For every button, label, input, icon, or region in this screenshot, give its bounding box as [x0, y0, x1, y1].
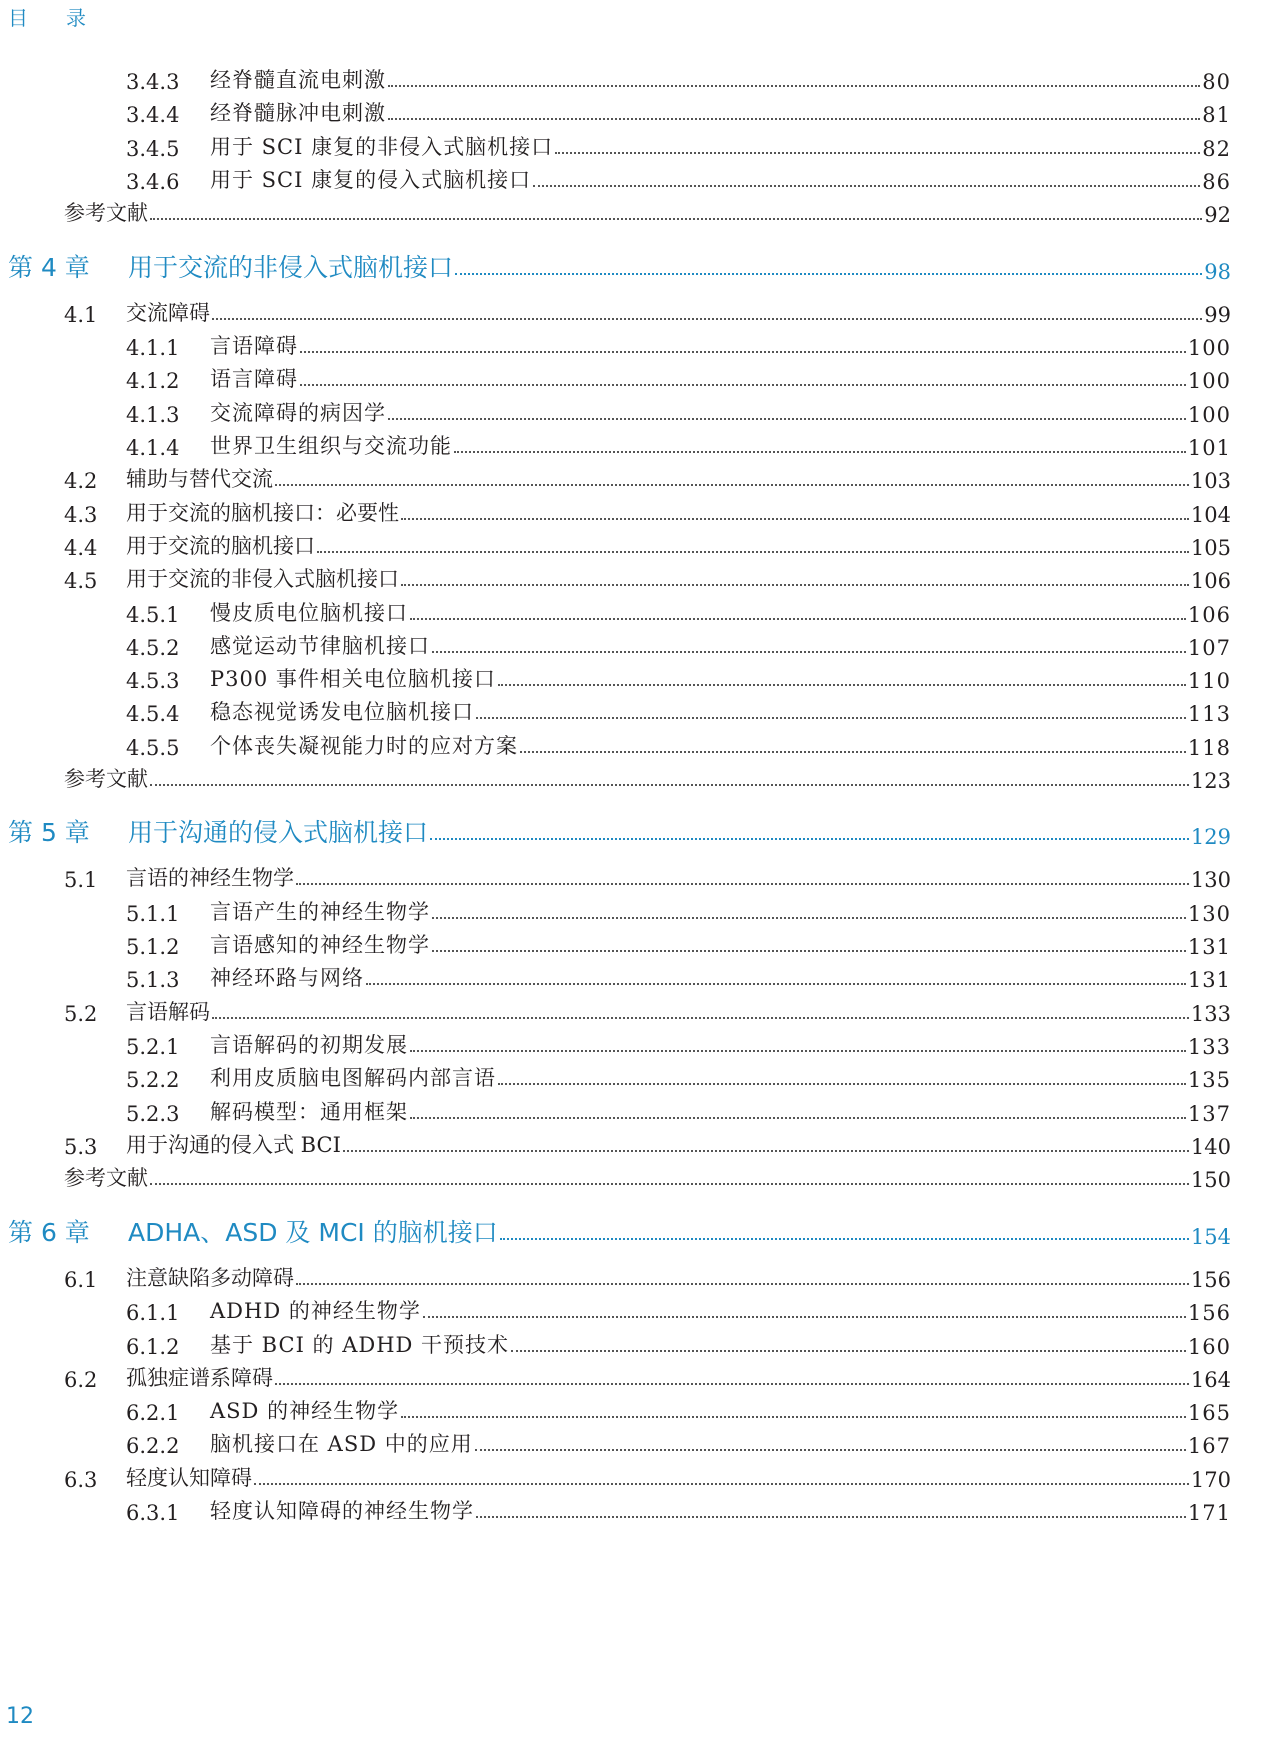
entry-title: 用于交流的脑机接口: [126, 534, 315, 558]
entry-number: 4.2: [64, 469, 98, 493]
entry-page-number: 130: [1190, 868, 1231, 892]
entry-title: 交流障碍的病因学: [210, 401, 386, 425]
entry-title: 轻度认知障碍的神经生物学: [210, 1499, 474, 1523]
entry-title: 交流障碍: [126, 301, 210, 325]
entry-title: 世界卫生组织与交流功能: [210, 434, 452, 458]
entry-page-number: 165: [1187, 1401, 1231, 1425]
dot-leader: [275, 484, 1189, 486]
dot-leader: [317, 551, 1189, 553]
toc-entry[interactable]: [0, 958, 1280, 992]
entry-number: 4.5.5: [126, 736, 180, 760]
toc-entry[interactable]: [0, 593, 1280, 627]
dot-leader: [454, 451, 1186, 453]
toc-entry[interactable]: [0, 1025, 1280, 1059]
entry-title: P300 事件相关电位脑机接口: [210, 667, 496, 691]
entry-page-number: 140: [1190, 1135, 1231, 1159]
entry-page-number: 86: [1202, 170, 1231, 194]
entry-page-number: 129: [1190, 825, 1231, 849]
entry-title: 言语解码: [126, 1000, 210, 1024]
entry-title: 参考文献: [64, 201, 148, 225]
entry-page-number: 101: [1187, 436, 1231, 460]
dot-leader: [388, 118, 1200, 120]
dot-leader: [432, 917, 1186, 919]
entry-page-number: 106: [1190, 569, 1231, 593]
entry-page-number: 131: [1187, 935, 1231, 959]
dot-leader: [511, 1350, 1186, 1352]
entry-number: 5.2.3: [126, 1102, 180, 1126]
dot-leader: [476, 717, 1186, 719]
entry-title: 言语解码的初期发展: [210, 1033, 408, 1057]
entry-title: 用于交流的非侵入式脑机接口: [126, 567, 399, 591]
entry-page-number: 103: [1190, 469, 1231, 493]
entry-title: 神经环路与网络: [210, 966, 364, 990]
entry-number: 6.1.1: [126, 1301, 180, 1325]
entry-number: 6.2: [64, 1368, 98, 1392]
toc-entry[interactable]: [0, 626, 1280, 660]
dot-leader: [498, 1083, 1186, 1085]
toc-entry[interactable]: [0, 526, 1280, 560]
entry-page-number: 154: [1190, 1225, 1231, 1249]
dot-leader: [410, 1117, 1186, 1119]
entry-title: 用于交流的非侵入式脑机接口: [128, 253, 454, 282]
entry-page-number: 92: [1204, 203, 1231, 227]
chapter-entry[interactable]: [0, 246, 1280, 284]
dot-leader: [212, 318, 1202, 320]
entry-number: 6.3: [64, 1468, 98, 1492]
entry-number: 5.1.3: [126, 968, 180, 992]
entry-page-number: 106: [1187, 603, 1231, 627]
entry-title: 言语障碍: [210, 334, 298, 358]
dot-leader: [410, 1050, 1186, 1052]
entry-number: 3.4.4: [126, 103, 180, 127]
entry-title: 用于 SCI 康复的侵入式脑机接口: [210, 168, 532, 192]
entry-page-number: 130: [1187, 902, 1231, 926]
dot-leader: [432, 651, 1186, 653]
entry-page-number: 98: [1204, 260, 1231, 284]
dot-leader: [212, 1017, 1189, 1019]
entry-title: 辅助与替代交流: [126, 467, 273, 491]
dot-leader: [296, 883, 1189, 885]
toc-entry[interactable]: [0, 1325, 1280, 1359]
toc-entry[interactable]: [0, 293, 1280, 327]
entry-title: 慢皮质电位脑机接口: [210, 601, 408, 625]
entry-title: 参考文献: [64, 1166, 148, 1190]
entry-title: 注意缺陷多动障碍: [126, 1266, 294, 1290]
entry-page-number: 100: [1187, 369, 1231, 393]
toc-entry[interactable]: [0, 1358, 1280, 1392]
entry-number: 4.5.1: [126, 603, 180, 627]
toc-entry[interactable]: [0, 559, 1280, 593]
header-right-char: 录: [66, 6, 86, 30]
toc-entry[interactable]: [0, 426, 1280, 460]
toc-entry[interactable]: [0, 93, 1280, 127]
dot-leader: [423, 1316, 1186, 1318]
entry-number: 5.2.2: [126, 1068, 180, 1092]
toc-entry[interactable]: [0, 493, 1280, 527]
entry-page-number: 105: [1190, 536, 1231, 560]
entry-number: 4.1: [64, 303, 98, 327]
entry-number: 5.2: [64, 1002, 98, 1026]
entry-title: 基于 BCI 的 ADHD 干预技术: [210, 1333, 510, 1357]
toc-entry[interactable]: [0, 1058, 1280, 1092]
entry-title: 感觉运动节律脑机接口: [210, 634, 430, 658]
entry-number: 4.5.3: [126, 669, 180, 693]
entry-page-number: 167: [1187, 1434, 1231, 1458]
entry-number: 4.5: [64, 569, 98, 593]
chapter-entry[interactable]: [0, 811, 1280, 849]
entry-number: 4.4: [64, 536, 98, 560]
toc-entry[interactable]: [0, 992, 1280, 1026]
dot-leader: [388, 418, 1186, 420]
dot-leader: [150, 1183, 1189, 1185]
entry-number: 4.1.4: [126, 436, 180, 460]
entry-number: 5.1.2: [126, 935, 180, 959]
entry-page-number: 133: [1190, 1002, 1231, 1026]
entry-title: 稳态视觉诱发电位脑机接口: [210, 700, 474, 724]
dot-leader: [300, 351, 1186, 353]
entry-number: 4.1.1: [126, 336, 180, 360]
dot-leader: [296, 1283, 1189, 1285]
dot-leader: [254, 1483, 1189, 1485]
toc-entry[interactable]: [0, 1424, 1280, 1458]
toc-entry[interactable]: [0, 659, 1280, 693]
entry-number: 4.5.4: [126, 702, 180, 726]
entry-title: 轻度认知障碍: [126, 1466, 252, 1490]
entry-page-number: 82: [1202, 137, 1231, 161]
entry-title: 个体丧失凝视能力时的应对方案: [210, 734, 518, 758]
entry-number: 3.4.6: [126, 170, 180, 194]
dot-leader: [500, 1238, 1189, 1240]
entry-number: 5.2.1: [126, 1035, 180, 1059]
entry-title: 用于 SCI 康复的非侵入式脑机接口: [210, 135, 554, 159]
entry-title: 言语的神经生物学: [126, 866, 294, 890]
dot-leader: [300, 384, 1186, 386]
entry-page-number: 164: [1190, 1368, 1231, 1392]
entry-page-number: 170: [1190, 1468, 1231, 1492]
dot-leader: [366, 983, 1186, 985]
entry-title: 脑机接口在 ASD 中的应用: [210, 1432, 473, 1456]
toc-entry[interactable]: [0, 892, 1280, 926]
toc-entry[interactable]: [0, 858, 1280, 892]
dot-leader: [150, 218, 1202, 220]
toc-entry[interactable]: [0, 160, 1280, 194]
toc-entry[interactable]: [0, 1092, 1280, 1126]
entry-number: 5.3: [64, 1135, 98, 1159]
entry-page-number: 123: [1190, 769, 1231, 793]
entry-title: 用于沟通的侵入式 BCI: [126, 1133, 341, 1157]
entry-number: 5.1: [64, 868, 98, 892]
entry-title: ASD 的神经生物学: [210, 1399, 400, 1423]
entry-title: 利用皮质脑电图解码内部言语: [210, 1066, 496, 1090]
entry-number: 6.2.1: [126, 1401, 180, 1425]
dot-leader: [410, 618, 1186, 620]
entry-page-number: 131: [1187, 968, 1231, 992]
page-number: 12: [6, 1704, 34, 1729]
entry-title: 用于交流的脑机接口：必要性: [126, 501, 399, 525]
entry-title: 言语感知的神经生物学: [210, 933, 430, 957]
entry-page-number: 107: [1187, 636, 1231, 660]
references-entry[interactable]: [0, 193, 1280, 227]
entry-page-number: 133: [1187, 1035, 1231, 1059]
entry-title: ADHD 的神经生物学: [210, 1299, 421, 1323]
dot-leader: [432, 950, 1186, 952]
entry-number: 第 5 章: [8, 818, 90, 847]
dot-leader: [455, 273, 1202, 275]
entry-number: 第 6 章: [8, 1218, 90, 1247]
toc-entry[interactable]: [0, 1491, 1280, 1525]
entry-title: 参考文献: [64, 767, 148, 791]
toc-entry[interactable]: [0, 326, 1280, 360]
dot-leader: [520, 751, 1186, 753]
dot-leader: [275, 1383, 1189, 1385]
entry-title: 用于沟通的侵入式脑机接口: [128, 818, 429, 847]
entry-title: 孤独症谱系障碍: [126, 1366, 273, 1390]
entry-page-number: 137: [1187, 1102, 1231, 1126]
entry-number: 5.1.1: [126, 902, 180, 926]
references-entry[interactable]: [0, 759, 1280, 793]
toc-entry[interactable]: [0, 1125, 1280, 1159]
entry-title: 经脊髓直流电刺激: [210, 68, 386, 92]
entry-number: 第 4 章: [8, 253, 90, 282]
entry-number: 3.4.5: [126, 137, 180, 161]
dot-leader: [555, 152, 1200, 154]
dot-leader: [430, 838, 1189, 840]
toc-entry[interactable]: [0, 359, 1280, 393]
entry-page-number: 135: [1187, 1068, 1231, 1092]
toc-entry[interactable]: [0, 60, 1280, 94]
entry-page-number: 100: [1187, 403, 1231, 427]
dot-leader: [150, 784, 1189, 786]
dot-leader: [476, 1516, 1186, 1518]
toc-entry[interactable]: [0, 1291, 1280, 1325]
entry-page-number: 150: [1190, 1168, 1231, 1192]
dot-leader: [401, 1416, 1186, 1418]
entry-title: 言语产生的神经生物学: [210, 900, 430, 924]
dot-leader: [343, 1150, 1189, 1152]
entry-page-number: 156: [1187, 1301, 1231, 1325]
dot-leader: [401, 518, 1189, 520]
entry-page-number: 80: [1202, 70, 1231, 94]
entry-number: 6.3.1: [126, 1501, 180, 1525]
entry-number: 4.1.3: [126, 403, 180, 427]
header-left-char: 目: [8, 6, 28, 30]
entry-page-number: 118: [1187, 736, 1231, 760]
toc-entry[interactable]: [0, 1391, 1280, 1425]
dot-leader: [498, 684, 1186, 686]
entry-number: 4.5.2: [126, 636, 180, 660]
toc-entry[interactable]: [0, 1458, 1280, 1492]
entry-page-number: 99: [1204, 303, 1231, 327]
dot-leader: [388, 85, 1200, 87]
entry-page-number: 110: [1187, 669, 1231, 693]
entry-page-number: 81: [1202, 103, 1231, 127]
entry-title: 语言障碍: [210, 367, 298, 391]
entry-page-number: 100: [1187, 336, 1231, 360]
entry-number: 6.1: [64, 1268, 98, 1292]
entry-page-number: 171: [1187, 1501, 1231, 1525]
entry-number: 6.1.2: [126, 1335, 180, 1359]
entry-number: 3.4.3: [126, 70, 180, 94]
dot-leader: [533, 185, 1200, 187]
toc-entry[interactable]: [0, 459, 1280, 493]
entry-page-number: 160: [1187, 1335, 1231, 1359]
toc-entry[interactable]: [0, 393, 1280, 427]
entry-page-number: 104: [1190, 503, 1231, 527]
references-entry[interactable]: [0, 1158, 1280, 1192]
entry-title: ADHA、ASD 及 MCI 的脑机接口: [128, 1218, 498, 1247]
entry-number: 6.2.2: [126, 1434, 180, 1458]
dot-leader: [401, 584, 1189, 586]
toc-entry[interactable]: [0, 726, 1280, 760]
toc-entry[interactable]: [0, 692, 1280, 726]
toc-entry[interactable]: [0, 925, 1280, 959]
chapter-entry[interactable]: [0, 1211, 1280, 1249]
entry-number: 4.1.2: [126, 369, 180, 393]
entry-title: 经脊髓脉冲电刺激: [210, 101, 386, 125]
dot-leader: [475, 1449, 1186, 1451]
entry-number: 4.3: [64, 503, 98, 527]
toc-entry[interactable]: [0, 1258, 1280, 1292]
toc-entry[interactable]: [0, 127, 1280, 161]
entry-title: 解码模型：通用框架: [210, 1100, 408, 1124]
entry-page-number: 113: [1187, 702, 1231, 726]
entry-page-number: 156: [1190, 1268, 1231, 1292]
